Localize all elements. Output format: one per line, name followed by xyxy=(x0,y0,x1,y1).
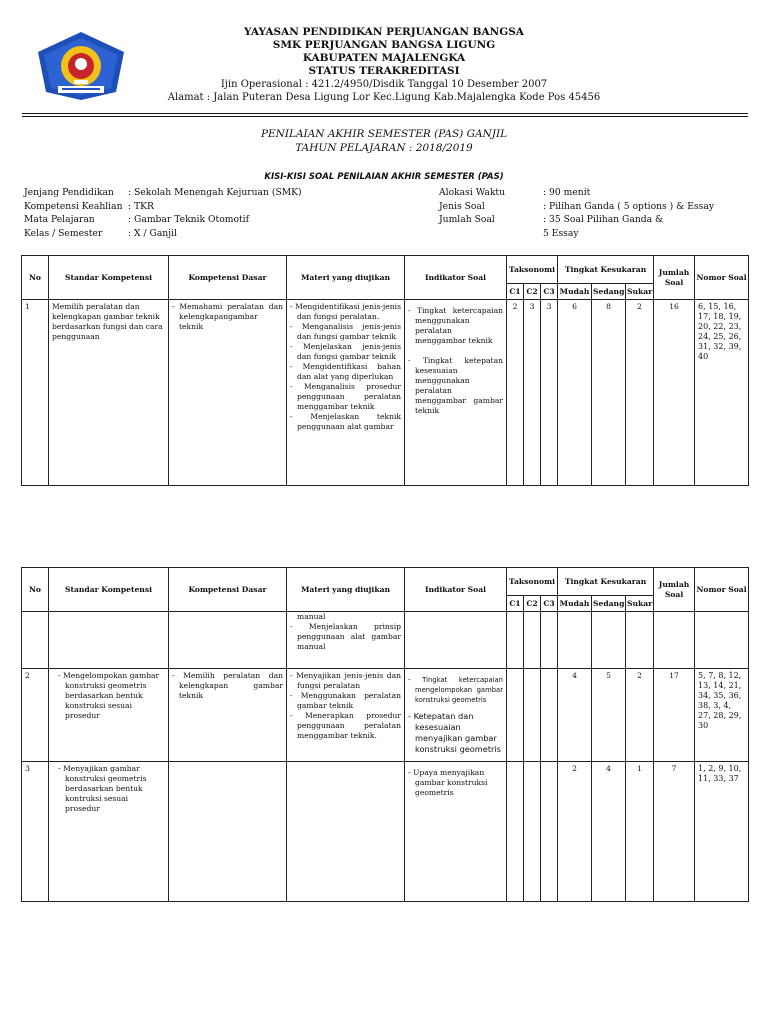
row-indikator: - Tingkat ketercapaian mengelompokan gambar konstruksi geometris - Ketepatan dan kesesuaian menyajikan gambar konstruksi geometris xyxy=(405,669,507,762)
col-mudah: Mudah xyxy=(558,284,592,300)
row-c1: 2 xyxy=(507,300,524,486)
col-materi: Materi yang diujikan xyxy=(287,256,405,300)
header-divider xyxy=(22,113,748,114)
row-no: 3 xyxy=(22,762,49,902)
row-sukar: 2 xyxy=(626,300,654,486)
row-c3 xyxy=(541,612,558,669)
row-no: 1 xyxy=(22,300,49,486)
table-row xyxy=(22,612,749,669)
row-sedang xyxy=(592,612,626,669)
row-sedang: 8 xyxy=(592,300,626,486)
regency-name: KABUPATEN MAJALENGKA xyxy=(302,52,466,64)
col-c1: C1 xyxy=(507,284,524,300)
row-kd xyxy=(169,762,287,902)
table-row xyxy=(22,300,749,486)
col-sukar: Sukar xyxy=(626,284,654,300)
col-c2: C2 xyxy=(524,596,541,612)
col-taksonomi: Taksonomi xyxy=(507,256,558,284)
col-indikator: Indikator Soal xyxy=(405,568,507,612)
row-jumlah: 7 xyxy=(654,762,695,902)
meta-row: Mata Pelajaran : Gambar Teknik Otomotif xyxy=(24,214,250,225)
meta-row: 5 Essay xyxy=(543,227,579,239)
row-indikator: - Upaya menyajikan gambar konstruksi geometris xyxy=(405,762,507,902)
grid-table-page2 xyxy=(21,567,749,902)
meta-row: Alokasi Waktu : 90 menit xyxy=(439,187,591,198)
row-nomor: 6, 15, 16, 17, 18, 19, 20, 22, 23, 24, 25, 26, 31, 32, 39, 40 xyxy=(695,300,749,486)
col-nomor-soal: Nomor Soal xyxy=(695,568,749,612)
col-sukar: Sukar xyxy=(626,596,654,612)
row-mudah: 6 xyxy=(558,300,592,486)
row-sk: - Mengelompokan gambar konstruksi geometris berdasarkan bentuk konstruksi sesuai prosedur xyxy=(49,669,169,762)
col-sedang: Sedang xyxy=(592,284,626,300)
row-c1 xyxy=(507,762,524,902)
row-mudah xyxy=(558,612,592,669)
row-jumlah: 16 xyxy=(654,300,695,486)
col-c3: C3 xyxy=(541,596,558,612)
row-c3 xyxy=(541,669,558,762)
row-materi xyxy=(287,762,405,902)
row-c2 xyxy=(524,669,541,762)
meta-row: Jenis Soal : Pilihan Ganda ( 5 options ) & Essay xyxy=(439,200,715,212)
row-nomor: 5, 7, 8, 12, 13, 14, 21, 34, 35, 36, 38, 3, 4, 27, 28, 29, 30 xyxy=(695,669,749,762)
row-sukar: 1 xyxy=(626,762,654,902)
col-tingkat-kesukaran: Tingkat Kesukaran xyxy=(558,256,654,284)
row-nomor xyxy=(695,612,749,669)
row-c1 xyxy=(507,612,524,669)
row-kd xyxy=(169,612,287,669)
row-sedang: 4 xyxy=(592,762,626,902)
row-c2 xyxy=(524,762,541,902)
row-c3: 3 xyxy=(541,300,558,486)
table-row xyxy=(22,669,749,762)
row-jumlah xyxy=(654,612,695,669)
school-address: Alamat : Jalan Puteran Desa Ligung Lor Kec.Ligung Kab.Majalengka Kode Pos 45456 xyxy=(167,92,601,103)
col-sedang: Sedang xyxy=(592,596,626,612)
col-kompetensi-dasar: Kompetensi Dasar xyxy=(169,256,287,300)
academic-year: TAHUN PELAJARAN : 2018/2019 xyxy=(295,142,473,154)
exam-title: PENILAIAN AKHIR SEMESTER (PAS) GANJIL xyxy=(260,128,508,140)
col-c1: C1 xyxy=(507,596,524,612)
meta-row: Kompetensi Keahlian : TKR xyxy=(24,200,154,212)
row-c2 xyxy=(524,612,541,669)
row-no: 2 xyxy=(22,669,49,762)
row-c1 xyxy=(507,669,524,762)
grid-title: KISI-KISI SOAL PENILAIAN AKHIR SEMESTER (PAS) xyxy=(264,172,504,182)
row-mudah: 4 xyxy=(558,669,592,762)
meta-right xyxy=(439,186,714,240)
meta-row: Kelas / Semester : X / Ganjil xyxy=(24,227,177,239)
meta-row: Jumlah Soal : 35 Soal Pilihan Ganda & xyxy=(439,214,664,225)
row-nomor: 1, 2, 9, 10, 11, 33, 37 xyxy=(695,762,749,902)
row-mudah: 2 xyxy=(558,762,592,902)
col-jumlah-soal: Jumlah Soal xyxy=(654,256,695,300)
row-sk: Memilih peralatan dan kelengkapan gambar teknik berdasarkan fungsi dan cara penggunaan xyxy=(49,300,169,486)
row-c3 xyxy=(541,762,558,902)
col-no: No xyxy=(22,568,49,612)
school-name: SMK PERJUANGAN BANGSA LIGUNG xyxy=(272,39,496,51)
header-divider-thin xyxy=(22,116,748,117)
col-standar-kompetensi: Standar Kompetensi xyxy=(49,568,169,612)
col-nomor-soal: Nomor Soal xyxy=(695,256,749,300)
meta-row: Jenjang Pendidikan : Sekolah Menengah Kejuruan (SMK) xyxy=(24,187,302,198)
row-sedang: 5 xyxy=(592,669,626,762)
row-kd: - Memahami peralatan dan kelengkapangambar teknik xyxy=(169,300,287,486)
col-standar-kompetensi: Standar Kompetensi xyxy=(49,256,169,300)
row-sukar xyxy=(626,612,654,669)
col-c2: C2 xyxy=(524,284,541,300)
row-indikator: - Tingkat ketercapaian menggunakan peralatan menggambar teknik - Tingkat ketepatan kesesuaian menggunakan peralatan menggambar gambar teknik xyxy=(405,300,507,486)
meta-left xyxy=(24,186,302,240)
row-no xyxy=(22,612,49,669)
row-materi: manual - Menjelaskan prinsip penggunaan alat gambar manual xyxy=(287,612,405,669)
institution-header xyxy=(0,26,768,104)
row-sukar: 2 xyxy=(626,669,654,762)
table-row xyxy=(22,762,749,902)
row-sk xyxy=(49,612,169,669)
row-kd: - Memilih peralatan dan kelengkapan gambar teknik xyxy=(169,669,287,762)
operational-permit: Ijin Operasional : 421.2/4950/Disdik Tanggal 10 Desember 2007 xyxy=(220,79,548,90)
row-materi: - Mengidentifikasi jenis-jenis dan fungsi peralatan. - Menganalisis jenis-jenis dan fungsi gambar teknik - Menjelaskan jenis-jenis dan fungsi gambar teknik - Mengidentifikasi bahan dan alat yang diperlukan - Menganalisis prosedur penggunaan peralatan menggambar teknik - Menjelaskan teknik penggunaan alat gambar xyxy=(287,300,405,486)
grid-table-page1 xyxy=(21,255,749,486)
row-jumlah: 17 xyxy=(654,669,695,762)
col-mudah: Mudah xyxy=(558,596,592,612)
col-c3: C3 xyxy=(541,284,558,300)
col-materi: Materi yang diujikan xyxy=(287,568,405,612)
col-indikator: Indikator Soal xyxy=(405,256,507,300)
row-sk: - Menyajikan gambar konstruksi geometris berdasarkan bentuk kontruksi sesuai prosedur xyxy=(49,762,169,902)
row-c2: 3 xyxy=(524,300,541,486)
foundation-name: YAYASAN PENDIDIKAN PERJUANGAN BANGSA xyxy=(244,26,524,38)
col-no: No xyxy=(22,256,49,300)
col-tingkat-kesukaran: Tingkat Kesukaran xyxy=(558,568,654,596)
col-jumlah-soal: Jumlah Soal xyxy=(654,568,695,612)
col-taksonomi: Taksonomi xyxy=(507,568,558,596)
accreditation-status: STATUS TERAKREDITASI xyxy=(308,65,460,77)
row-materi: - Menyajikan jenis-jenis dan fungsi peralatan - Menggunakan peralatan gambar teknik - Menerapkan prosedur penggunaan peralatan menggambar teknik. xyxy=(287,669,405,762)
col-kompetensi-dasar: Kompetensi Dasar xyxy=(169,568,287,612)
row-indikator xyxy=(405,612,507,669)
